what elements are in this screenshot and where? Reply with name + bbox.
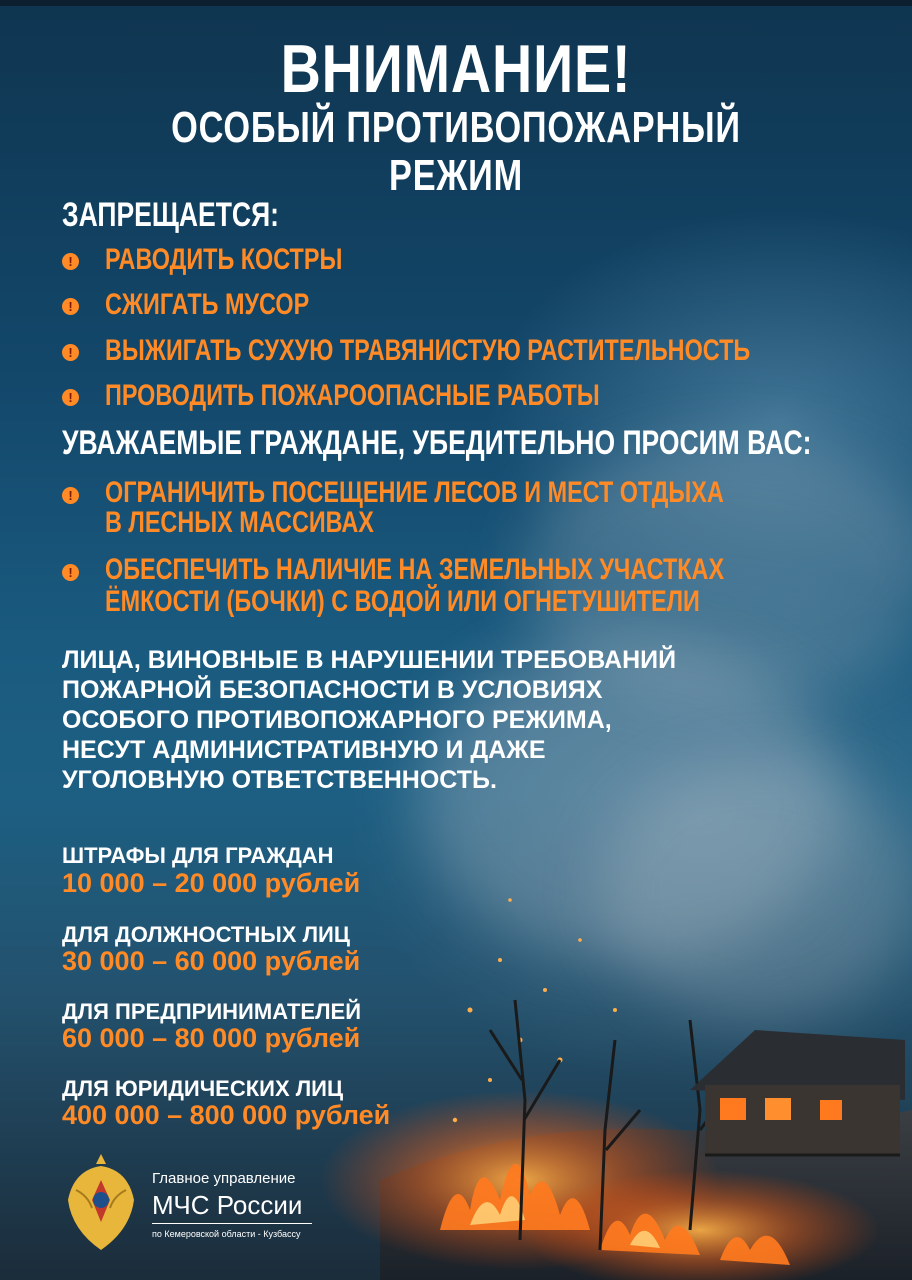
logo-line-1: Главное управление <box>152 1170 296 1187</box>
request-heading: УВАЖАЕМЫЕ ГРАЖДАНЕ, УБЕДИТЕЛЬНО ПРОСИМ ВАС: <box>62 424 812 462</box>
fine-label: ШТРАФЫ ДЛЯ ГРАЖДАН <box>62 843 334 868</box>
fine-amount: 60 000 – 80 000 рублей <box>62 1023 361 1053</box>
fine-amount: 400 000 – 800 000 рублей <box>62 1100 391 1130</box>
exclamation-circle-icon: ! <box>62 564 79 581</box>
exclamation-circle-icon: ! <box>62 344 79 361</box>
prohibited-item: СЖИГАТЬ МУСОР <box>105 288 310 321</box>
request-item-line: ОГРАНИЧИТЬ ПОСЕЩЕНИЕ ЛЕСОВ И МЕСТ ОТДЫХА <box>105 476 724 509</box>
fine-amount: 30 000 – 60 000 рублей <box>62 946 361 976</box>
exclamation-circle-icon: ! <box>62 253 79 270</box>
warning-line: ЛИЦА, ВИНОВНЫЕ В НАРУШЕНИИ ТРЕБОВАНИЙ <box>62 646 677 674</box>
exclamation-circle-icon: ! <box>62 298 79 315</box>
fine-label: ДЛЯ ПРЕДПРИНИМАТЕЛЕЙ <box>62 999 362 1024</box>
warning-line: ПОЖАРНОЙ БЕЗОПАСНОСТИ В УСЛОВИЯХ <box>62 676 603 704</box>
request-item-line: ОБЕСПЕЧИТЬ НАЛИЧИЕ НА ЗЕМЕЛЬНЫХ УЧАСТКАХ <box>105 553 725 586</box>
warning-line: УГОЛОВНУЮ ОТВЕТСТВЕННОСТЬ. <box>62 766 497 794</box>
prohibited-heading: ЗАПРЕЩАЕТСЯ: <box>62 196 279 234</box>
warning-line: ОСОБОГО ПРОТИВОПОЖАРНОГО РЕЖИМА, <box>62 706 612 734</box>
liability-warning <box>62 645 822 795</box>
warning-line: НЕСУТ АДМИНИСТРАТИВНУЮ И ДАЖЕ <box>62 736 546 764</box>
fine-label: ДЛЯ ЮРИДИЧЕСКИХ ЛИЦ <box>62 1076 344 1101</box>
exclamation-circle-icon: ! <box>62 389 79 406</box>
page-subtitle: ОСОБЫЙ ПРОТИВОПОЖАРНЫЙ РЕЖИМ <box>171 103 741 200</box>
request-item-line: В ЛЕСНЫХ МАССИВАХ <box>105 506 374 539</box>
exclamation-circle-icon: ! <box>62 487 79 504</box>
logo-divider <box>152 1223 312 1224</box>
page-title: ВНИМАНИЕ! <box>280 31 632 107</box>
fine-amount: 10 000 – 20 000 рублей <box>62 868 361 898</box>
logo-line-2: МЧС России <box>152 1190 303 1220</box>
house <box>690 1030 905 1155</box>
prohibited-item: ВЫЖИГАТЬ СУХУЮ ТРАВЯНИСТУЮ РАСТИТЕЛЬНОСТЬ <box>105 334 751 367</box>
fine-label: ДЛЯ ДОЛЖНОСТНЫХ ЛИЦ <box>62 922 350 947</box>
embers <box>453 898 617 1122</box>
prohibited-item: ПРОВОДИТЬ ПОЖАРООПАСНЫЕ РАБОТЫ <box>105 379 600 412</box>
logo-line-3: по Кемеровской области - Кузбассу <box>152 1229 301 1239</box>
request-item-line: ЁМКОСТИ (БОЧКИ) С ВОДОЙ ИЛИ ОГНЕТУШИТЕЛИ <box>105 585 700 618</box>
prohibited-item: РАВОДИТЬ КОСТРЫ <box>105 243 343 276</box>
mchs-emblem-icon <box>62 1150 140 1255</box>
